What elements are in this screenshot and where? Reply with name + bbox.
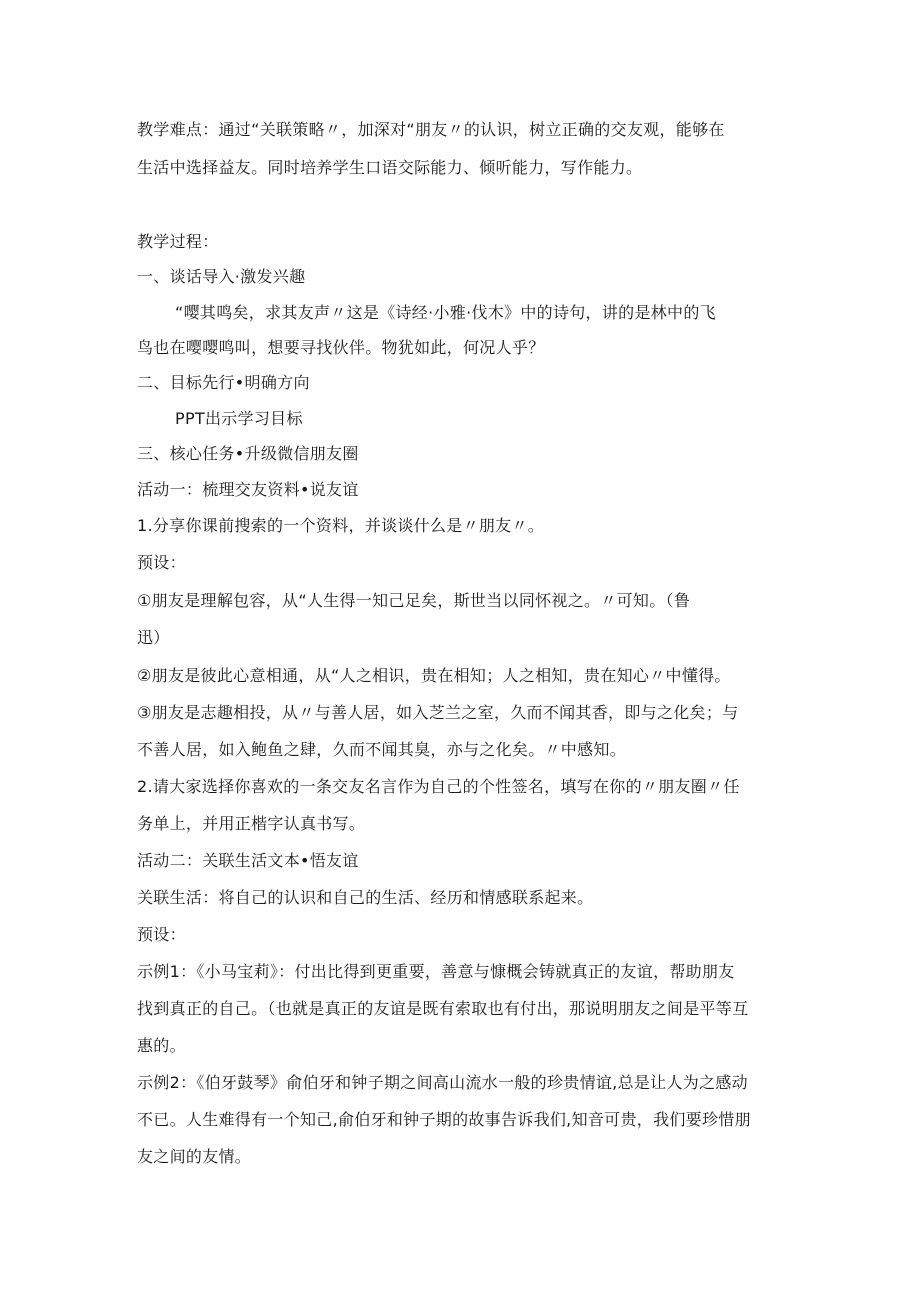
example-2-line-2: 不已。人生难得有一个知己,俞伯牙和钟子期的故事告诉我们,知音可贵，我们要珍惜朋 [137,1110,751,1129]
example-1-line-2: 找到真正的自己。（也就是真正的友谊是既有索取也有付出，那说明朋友之间是平等互 [137,999,749,1018]
section-3-title: 三、核心任务•升级微信朋友圈 [137,444,359,463]
activity-1-task-1: 1.分享你课前搜索的一个资料，并谈谈什么是〃朋友〃。 [137,516,545,535]
preset-item-3-line-1: ③朋友是志趣相投，从〃与善人居，如入芝兰之室，久而不闻其香，即与之化矣；与 [137,703,739,722]
preset-item-2: ②朋友是彼此心意相通，从“人之相识，贵在相知；人之相知，贵在知心〃中懂得。 [137,666,731,685]
activity-1-title: 活动一：梳理交友资料•说友谊 [137,480,359,499]
activity-1-task-2-line-2: 务单上，并用正楷字认真书写。 [137,814,366,833]
section-1-title: 一、谈话导入·激发兴趣 [137,267,306,286]
section-1-paragraph-line-1: “嘤其鸣矣，求其友声〃这是《诗经·小雅·伐木》中的诗句，讲的是林中的飞 [175,303,716,322]
activity-2-preset: 预设： [137,925,186,944]
activity-2-title: 活动二：关联生活文本•悟友谊 [137,851,359,870]
section-2-title: 二、目标先行•明确方向 [137,373,310,392]
process-heading: 教学过程： [137,232,219,251]
preset-item-1-line-1: ①朋友是理解包容，从“人生得一知己足矣，斯世当以同怀视之。〃可知。（鲁 [137,591,691,610]
activity-1-task-2-line-1: 2.请大家选择你喜欢的一条交友名言作为自己的个性签名，填写在你的〃朋友圈〃任 [137,777,740,796]
difficulty-line-2: 生活中选择益友。同时培养学生口语交际能力、倾听能力，写作能力。 [137,158,643,177]
activity-1-preset: 预设： [137,553,186,572]
example-2-line-1: 示例2：《伯牙鼓琴》俞伯牙和钟子期之间高山流水一般的珍贵情谊,总是让人为之感动 [137,1073,748,1092]
difficulty-line-1: 教学难点：通过“关联策略〃，加深对“朋友〃的认识，树立正确的交友观，能够在 [137,120,725,139]
example-2-line-3: 友之间的友情。 [137,1147,252,1166]
preset-item-1-line-2: 迅） [137,628,170,647]
example-1-line-3: 惠的。 [137,1036,186,1055]
example-1-line-1: 示例1：《小马宝莉》：付出比得到更重要，善意与慷概会铸就真正的友谊，帮助朋友 [137,962,735,981]
section-1-paragraph-line-2: 鸟也在嘤嘤鸣叫，想要寻找伙伴。物犹如此，何况人乎？ [137,338,545,357]
preset-item-3-line-2: 不善人居，如入鲍鱼之肆，久而不闻其臭，亦与之化矣。〃中感知。 [137,740,627,759]
activity-2-link: 关联生活：将自己的认识和自己的生活、经历和情感联系起来。 [137,888,594,907]
ppt-objectives: PPT出示学习目标 [175,409,303,428]
